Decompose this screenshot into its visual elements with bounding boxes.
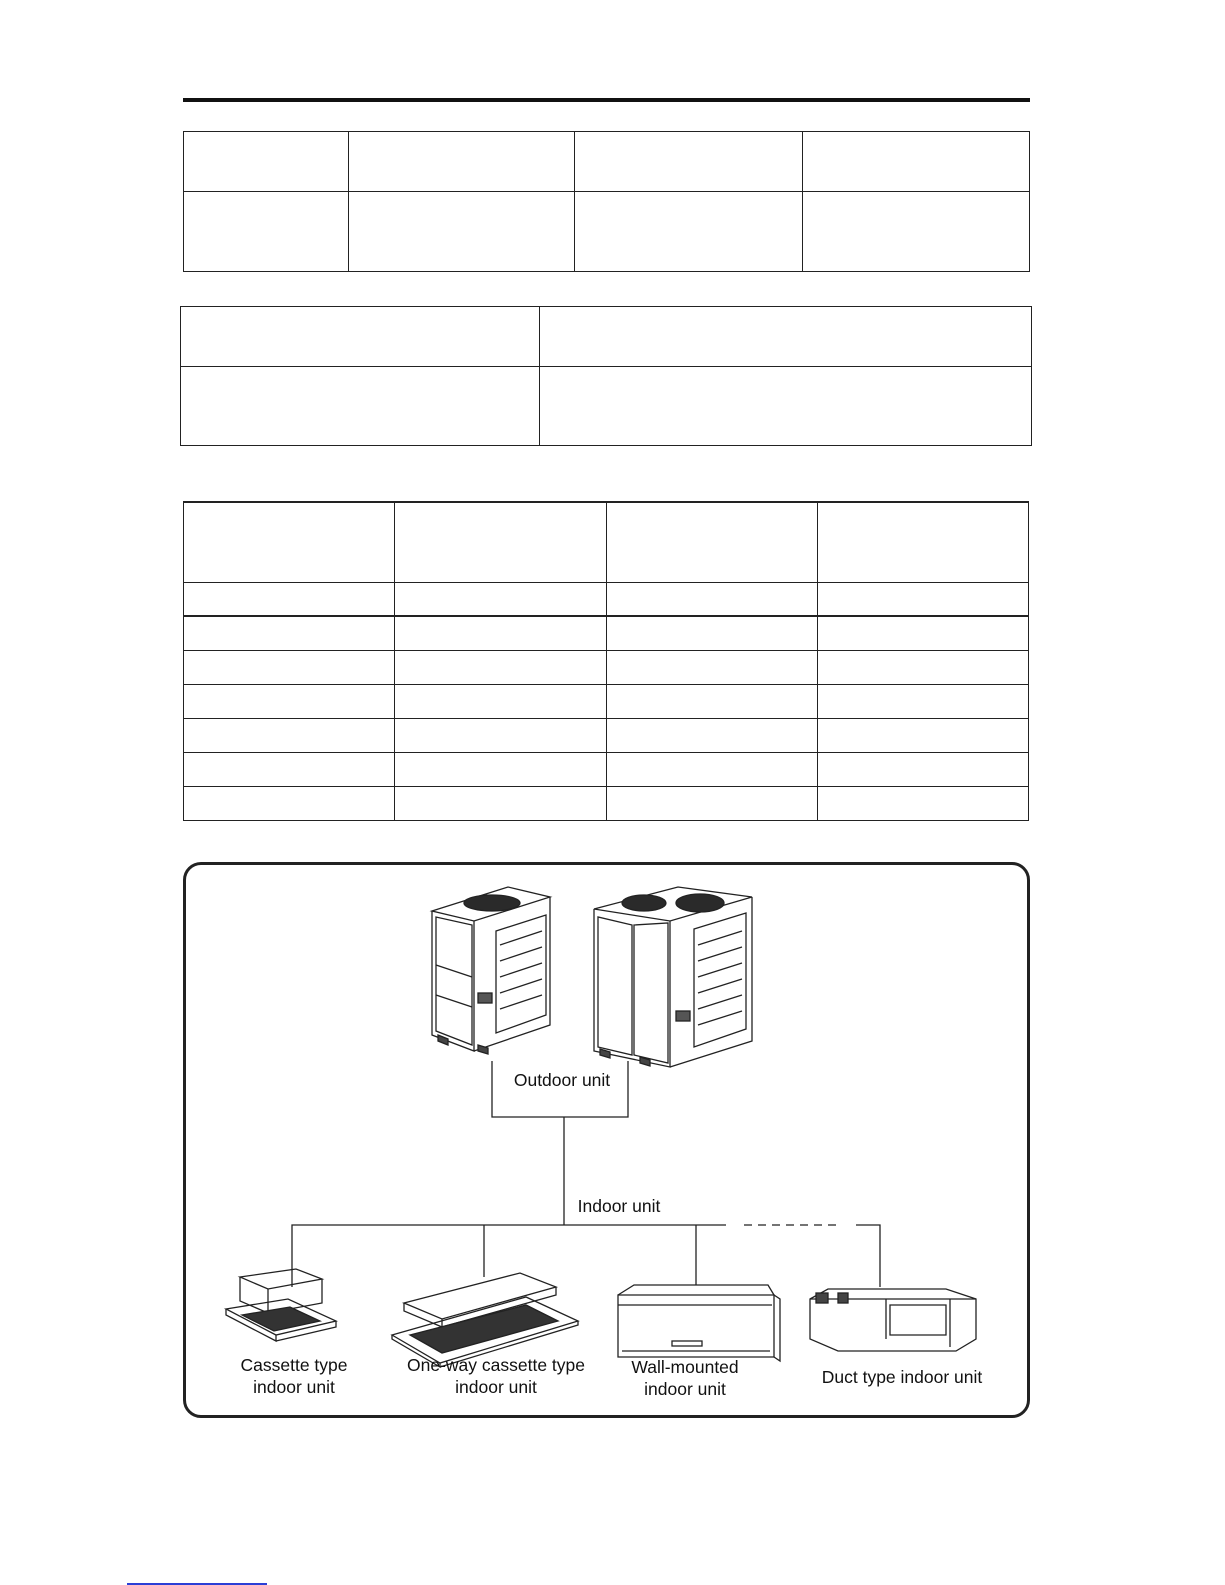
table-cell <box>607 684 818 718</box>
table-cell <box>181 307 540 367</box>
cassette-unit-label: Cassette type indoor unit <box>240 1355 348 1397</box>
header-rule <box>183 98 1030 102</box>
duct-unit-label: Duct type indoor unit <box>821 1367 983 1387</box>
one-way-cassette-unit-label: One-way cassette type indoor unit <box>407 1355 585 1397</box>
table-cell <box>184 132 349 192</box>
table-cell <box>184 786 395 820</box>
table-cell <box>395 786 607 820</box>
one-way-cassette-unit-icon <box>392 1273 578 1367</box>
table-cell <box>395 650 607 684</box>
table-cell <box>395 752 607 786</box>
table-cell <box>575 132 803 192</box>
table-cell <box>349 132 575 192</box>
table-cell <box>818 616 1029 650</box>
table-cell <box>184 192 349 272</box>
spec-table-2 <box>180 306 1032 446</box>
table-cell <box>184 650 395 684</box>
table-cell <box>818 786 1029 820</box>
table-cell <box>184 582 395 616</box>
table-cell <box>607 616 818 650</box>
table-cell <box>818 502 1029 582</box>
spec-table-3 <box>183 501 1029 821</box>
table-cell <box>607 752 818 786</box>
table-cell <box>395 502 607 582</box>
wall-mounted-unit-label: Wall-mounted indoor unit <box>631 1357 739 1399</box>
table-cell <box>607 718 818 752</box>
table-cell <box>395 718 607 752</box>
wall-mounted-unit-icon <box>618 1285 780 1361</box>
table-cell <box>540 307 1032 367</box>
table-cell <box>184 752 395 786</box>
table-cell <box>395 616 607 650</box>
table-cell <box>818 752 1029 786</box>
table-cell <box>818 684 1029 718</box>
table-cell <box>818 718 1029 752</box>
table-cell <box>607 502 818 582</box>
indoor-unit-label: Indoor unit <box>577 1196 661 1216</box>
table-cell <box>395 684 607 718</box>
table-cell <box>607 786 818 820</box>
table-cell <box>184 718 395 752</box>
table-cell <box>349 192 575 272</box>
table-cell <box>540 367 1032 446</box>
table-cell <box>803 132 1030 192</box>
table-cell <box>184 616 395 650</box>
table-cell <box>181 367 540 446</box>
table-cell <box>818 650 1029 684</box>
outdoor-unit-double-fan-icon <box>594 887 752 1067</box>
table-cell <box>395 582 607 616</box>
table-cell <box>607 650 818 684</box>
table-cell <box>607 582 818 616</box>
connection-lines <box>292 1061 880 1287</box>
outdoor-unit-label: Outdoor unit <box>513 1070 611 1090</box>
system-diagram-drawing <box>186 865 1027 1415</box>
table-cell <box>184 684 395 718</box>
table-cell <box>184 502 395 582</box>
spec-table-1 <box>183 131 1030 272</box>
table-cell <box>803 192 1030 272</box>
cassette-unit-icon <box>226 1269 336 1341</box>
system-diagram <box>183 862 1030 1418</box>
table-cell <box>575 192 803 272</box>
outdoor-unit-single-fan-icon <box>432 887 550 1054</box>
table-cell <box>818 582 1029 616</box>
duct-unit-icon <box>810 1289 976 1351</box>
